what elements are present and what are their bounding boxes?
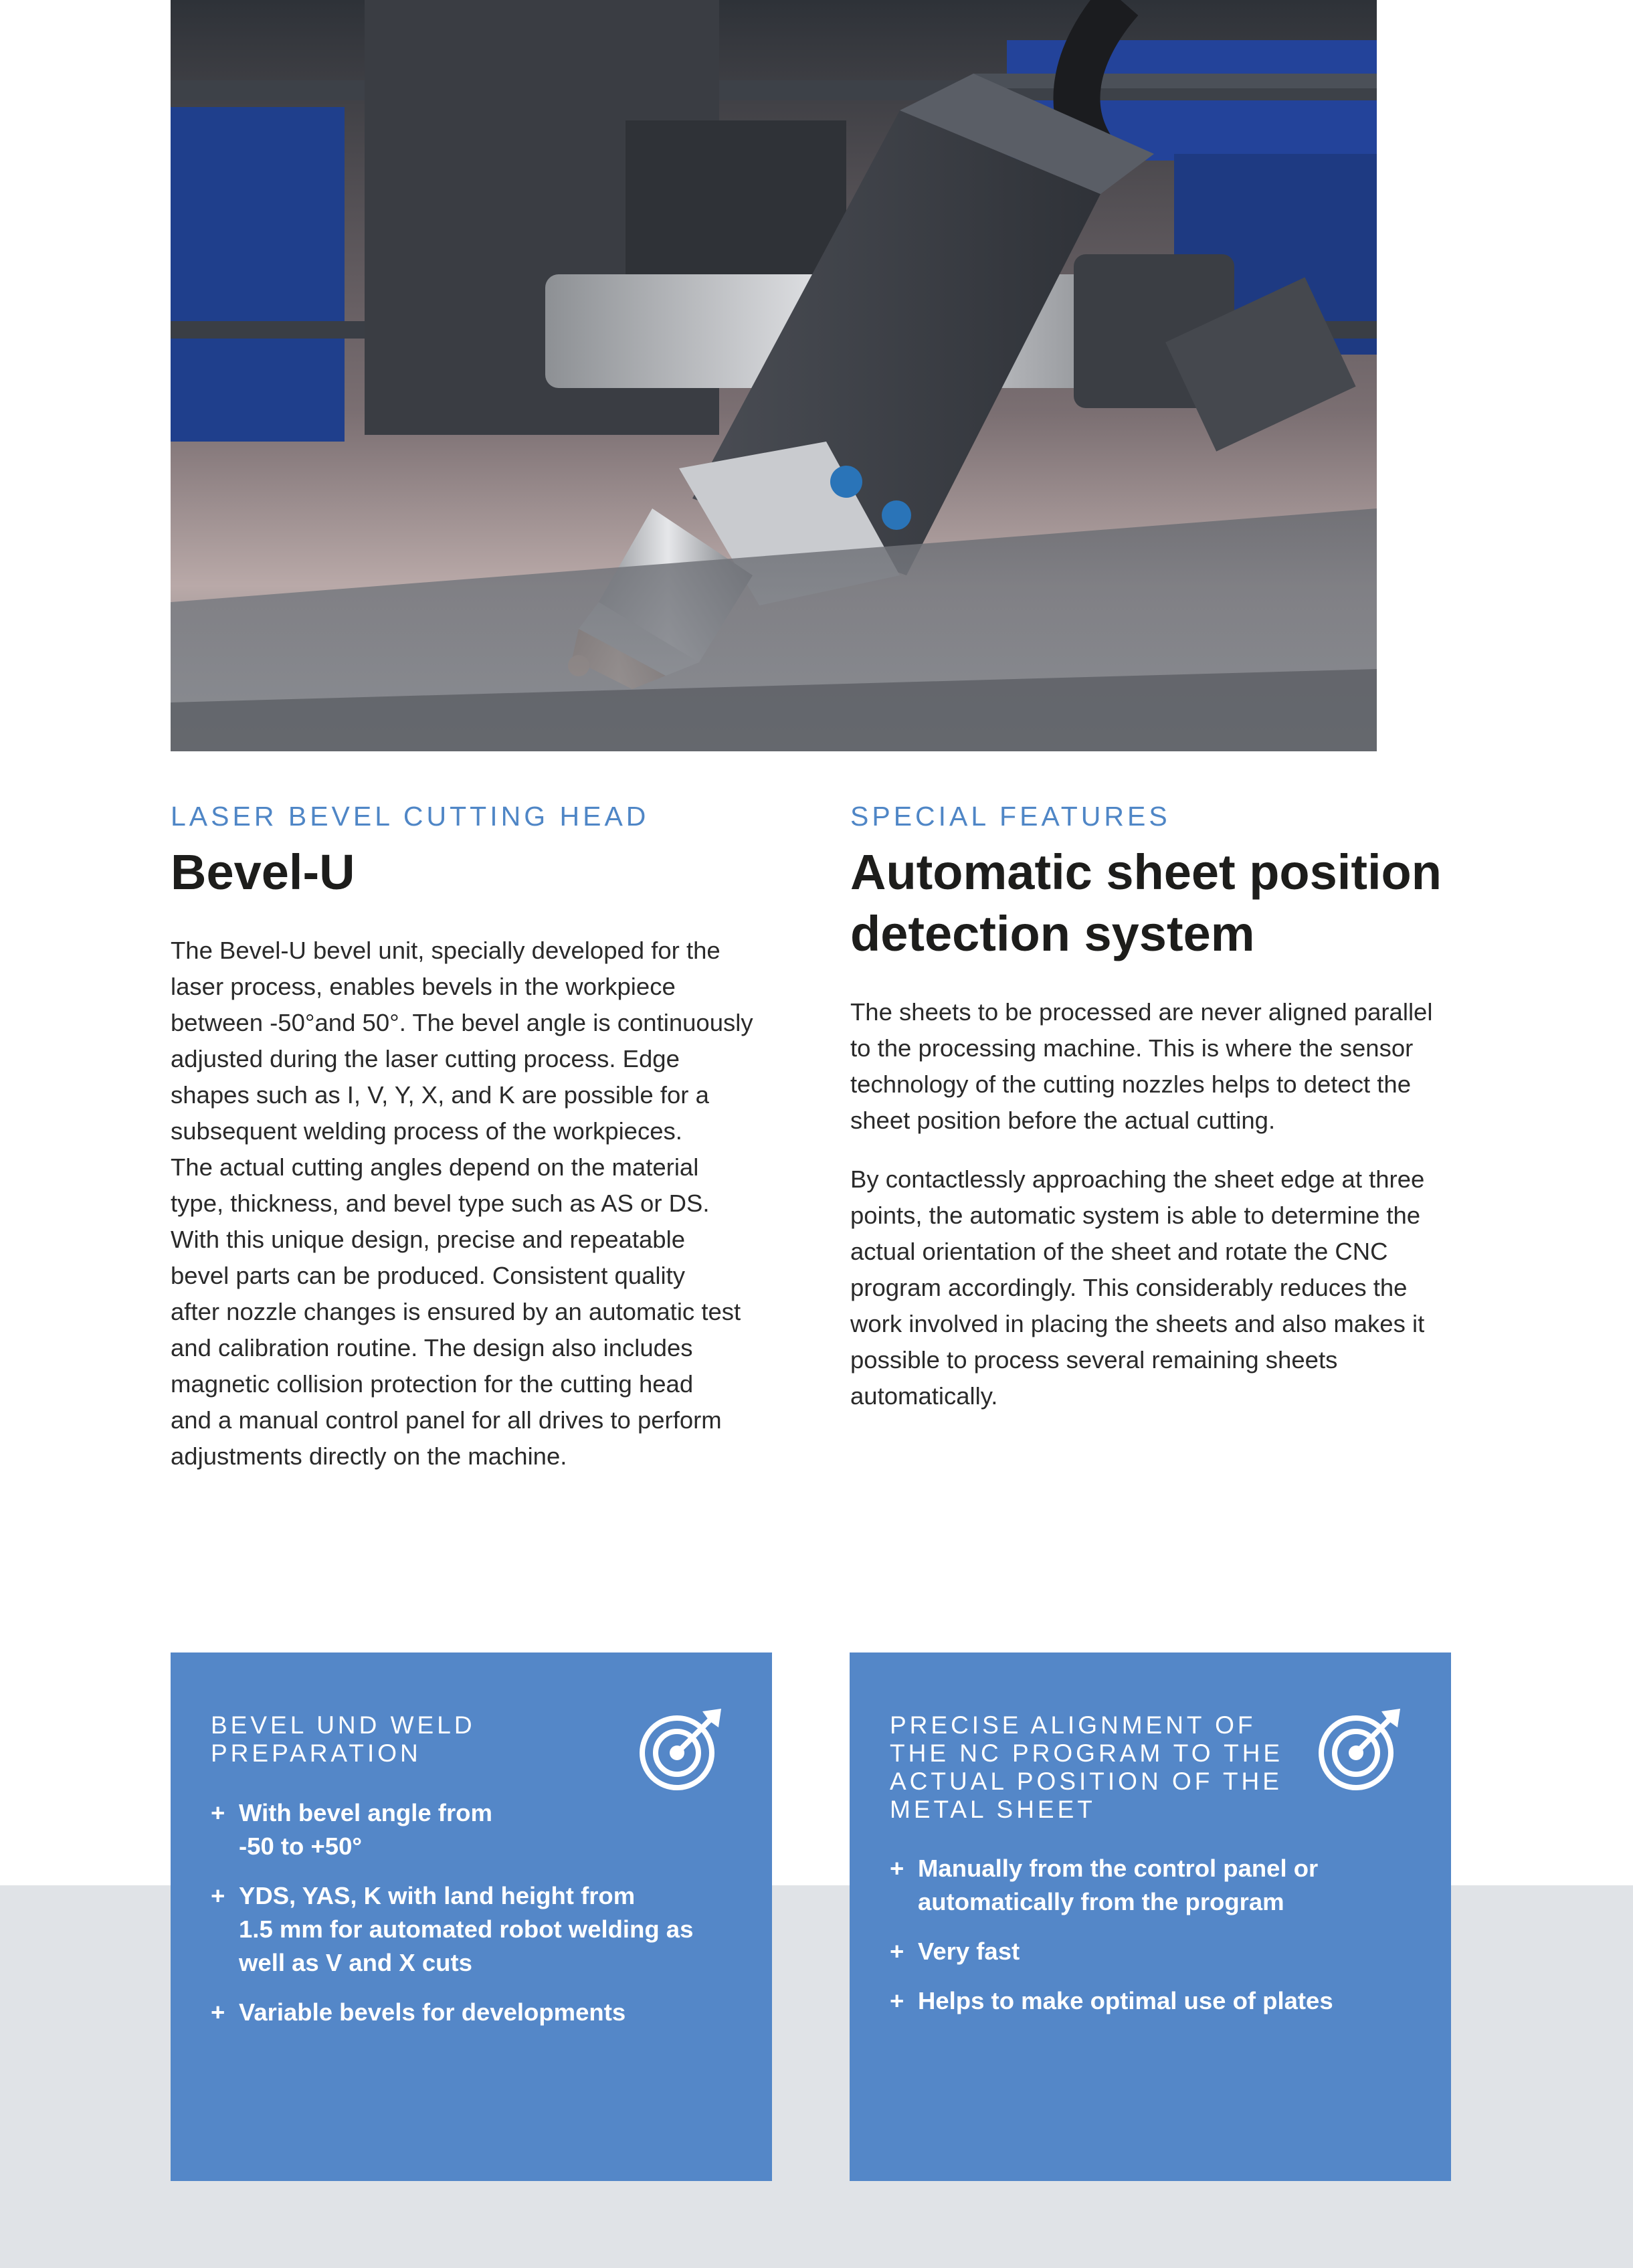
body-line: program accordingly. This considerably reduces the: [850, 1274, 1408, 1301]
body-line: to the processing machine. This is where the sensor: [850, 1034, 1414, 1062]
section-kicker: LASER BEVEL CUTTING HEAD: [171, 801, 650, 832]
heading-line: PRECISE ALIGNMENT OF: [890, 1711, 1256, 1739]
feature-list: [890, 1852, 1398, 2034]
body-line: subsequent welding process of the workpieces.: [171, 1117, 682, 1145]
plus-icon: +: [890, 1987, 904, 2014]
plus-icon: +: [890, 1855, 904, 1882]
body-line: after nozzle changes is ensured by an automatic test: [171, 1298, 741, 1325]
body-line: and calibration routine. The design also includes: [171, 1334, 693, 1361]
feature-box-bevel-weld: [171, 1652, 772, 2181]
section-body: [171, 933, 806, 1475]
body-line: automatically.: [850, 1382, 998, 1410]
title-line: detection system: [850, 906, 1255, 961]
list-item: [211, 1796, 719, 1863]
body-line: The sheets to be processed are never aligned parallel: [850, 998, 1433, 1026]
list-item: [890, 1852, 1398, 1919]
list-item-line: With bevel angle from: [239, 1799, 492, 1826]
body-line: adjusted during the laser cutting process. Edge: [171, 1045, 680, 1072]
feature-box-nc-alignment: [850, 1652, 1451, 2181]
target-arrow-icon: [637, 1706, 724, 1793]
heading-line: PREPARATION: [211, 1739, 421, 1767]
body-line: The Bevel-U bevel unit, specially developed for the: [171, 937, 721, 964]
list-item-line: Very fast: [918, 1938, 1020, 1965]
plus-icon: +: [211, 1799, 225, 1826]
target-arrow-icon: [1316, 1706, 1403, 1793]
feature-list: [211, 1796, 719, 2045]
body-line: sheet position before the actual cutting.: [850, 1107, 1276, 1134]
list-item-line: Variable bevels for developments: [239, 1998, 626, 2026]
body-line: By contactlessly approaching the sheet edge at three: [850, 1165, 1425, 1193]
list-item: [211, 1879, 719, 1980]
body-line: work involved in placing the sheets and also makes it: [850, 1310, 1425, 1337]
list-item: [890, 1935, 1398, 1968]
heading-line: BEVEL UND WELD: [211, 1711, 476, 1739]
list-item-line: Helps to make optimal use of plates: [918, 1987, 1333, 2014]
paragraph-2: [850, 1161, 1493, 1414]
body-line: type, thickness, and bevel type such as AS or DS.: [171, 1190, 710, 1217]
bevel-u-section: [171, 796, 806, 1475]
plus-icon: +: [211, 1998, 225, 2026]
heading-line: THE NC PROGRAM TO THE: [890, 1739, 1284, 1767]
list-item-line: YDS, YAS, K with land height from: [239, 1882, 636, 1909]
body-line: With this unique design, precise and repeatable: [171, 1226, 686, 1253]
section-body: [850, 994, 1493, 1414]
body-line: laser process, enables bevels in the workpiece: [171, 973, 676, 1000]
list-item-line: -50 to +50°: [239, 1832, 362, 1860]
feature-box-heading: [890, 1711, 1305, 1824]
paragraph-1: [850, 994, 1493, 1139]
section-title: [850, 842, 1493, 965]
special-features-section: [850, 796, 1493, 1414]
feature-box-heading: [211, 1711, 626, 1768]
heading-line: ACTUAL POSITION OF THE: [890, 1768, 1282, 1795]
body-line: bevel parts can be produced. Consistent quality: [171, 1262, 685, 1289]
list-item-line: 1.5 mm for automated robot welding as: [239, 1915, 694, 1943]
body-line: shapes such as I, V, Y, X, and K are possible for a: [171, 1081, 709, 1109]
body-line: actual orientation of the sheet and rotate the CNC: [850, 1238, 1388, 1265]
section-kicker: SPECIAL FEATURES: [850, 801, 1171, 832]
section-title: Bevel-U: [171, 844, 355, 900]
body-line: points, the automatic system is able to determine the: [850, 1202, 1421, 1229]
body-line: and a manual control panel for all drives to perform: [171, 1406, 722, 1434]
body-line: possible to process several remaining sheets: [850, 1346, 1338, 1374]
laser-bevel-cutting-head-photo: [171, 0, 1377, 751]
plus-icon: +: [211, 1882, 225, 1909]
plus-icon: +: [890, 1938, 904, 1965]
body-line: magnetic collision protection for the cutting head: [171, 1370, 694, 1398]
body-line: The actual cutting angles depend on the material: [171, 1153, 699, 1181]
list-item: [211, 1996, 719, 2029]
list-item-line: automatically from the program: [918, 1888, 1284, 1915]
list-item: [890, 1984, 1398, 2018]
body-line: technology of the cutting nozzles helps to detect the: [850, 1070, 1412, 1098]
body-line: adjustments directly on the machine.: [171, 1442, 567, 1470]
title-line: Automatic sheet position: [850, 844, 1442, 900]
list-item-line: well as V and X cuts: [239, 1949, 472, 1976]
body-line: between -50°and 50°. The bevel angle is continuously: [171, 1009, 753, 1036]
list-item-line: Manually from the control panel or: [918, 1855, 1319, 1882]
heading-line: METAL SHEET: [890, 1796, 1096, 1823]
